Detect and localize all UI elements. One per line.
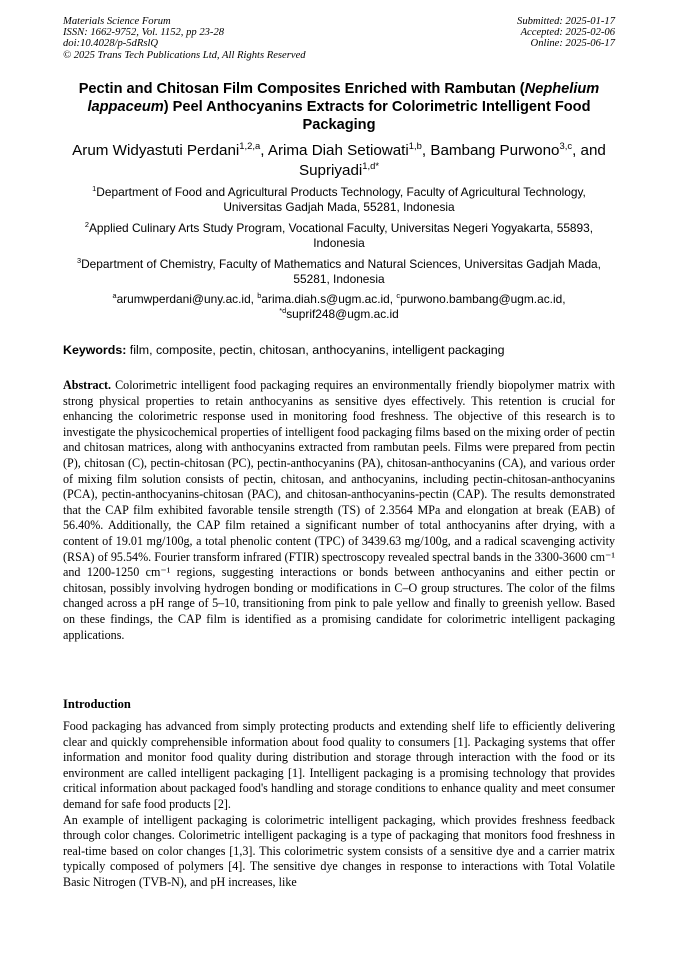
author-sup: 1,2,a	[239, 139, 261, 151]
paragraph: An example of intelligent packaging is colorimetric intelligent packaging, which provides freshness feedback through color changes. Colorimetric intelligent packaging is a type of packaging that monitors food freshness in real-time based on color changes [1,3]. This colorimetric system consists of a sensitive dye and a carrier matrix typically composed of polymers [4]. The sensitive dye changes in response to interactions with Total Volatile Basic Nitrogen (TVB-N), and pH increases, like	[63, 812, 615, 889]
email-link[interactable]: arima.diah.s@ugm.ac.id,	[261, 292, 397, 306]
abstract-text: Colorimetric intelligent food packaging requires an environmentally friendly biopolymer matrix with strong physical properties to retain anthocyanins as sensitive dyes effectively. This retention is crucial for enhancing the colorimetric response used in monitoring food freshness. The objective of this research is to investigate the physicochemical properties of intelligent food packaging films based on the mixing order of pectin and chitosan matrices, along with anthocyanins extracted from rambutan peels. Films were prepared from pectin (P), chitosan (C), pectin-chitosan (PC), pectin-anthocyanins (PA), chitosan-anthocyanins (CA), and various order of mixing film solution consists of pectin, chitosan, and anthocyanins, including pectin-chitosan-anthocyanins (PCA), pectin-anthocyanins-chitosan (PAC), and chitosan-anthocyanins-pectin (CAP). The results demonstrated that the CAP film exhibited favorable tensile strength (TS) of 2.3564 MPa and elongation at break (EAB) of 56.40%. Additionally, the CAP film retained a significant number of total anthocyanins after drying, with a content of 19.01 mg/100g, a total phenolic content (TPC) of 3439.63 mg/100g, and a radical scavenging activity (RSA) of 95.54%. Fourier transform infrared (FTIR) spectroscopy revealed spectral bands in the 3300-3600 cm⁻¹ and 1200-1250 cm⁻¹ regions, suggesting interactions or bonds between anthocyanins and either pectin or chitosan, possibly involving hydrogen bonding or modifications in C–O group structures. The color of the films changed across a pH range of 5–10, transitioning from pink to pale yellow and finally to greenish yellow. Based on these findings, the CAP film is identified as a promising candidate for colorimetric intelligent packaging applications.	[63, 378, 615, 642]
email-sup: *d	[279, 306, 287, 316]
dates-header	[517, 16, 615, 50]
copyright-line: © 2025 Trans Tech Publications Ltd, All Rights Reserved	[63, 49, 306, 61]
submitted-date: Submitted: 2025-01-17	[517, 16, 615, 27]
affiliation-text: Applied Culinary Arts Study Program, Vocational Faculty, Universitas Negeri Yogyakarta, 55893, Indonesia	[89, 221, 594, 250]
affiliation-sup: 2	[84, 220, 89, 230]
abstract-label: Abstract.	[63, 378, 112, 392]
author-sup: 1,b	[408, 139, 422, 151]
title-part-1: Pectin and Chitosan Film Composites Enriched with Rambutan (	[78, 81, 525, 97]
keywords-label: Keywords:	[63, 343, 127, 357]
affiliation-sup: 3	[77, 256, 82, 266]
affiliation-sup: 1	[92, 184, 97, 194]
title-species: Nephelium lappaceum	[87, 81, 600, 115]
email-sup: b	[257, 291, 262, 301]
paragraph: Food packaging has advanced from simply protecting products and extending shelf life to efficiently delivering clear and quickly comprehensible information about food quality to consumers [1]. Packaging systems that offer information and monitor food quality during distribution and storage through interaction with the food or its environment are called intelligent packaging [1]. Intelligent packaging is a promising technology that provides critical information about packaged food's handling and storage conditions to enhance quality and meet consumer demand for safe food products [2].	[63, 719, 615, 811]
email-sup: a	[112, 291, 117, 301]
email-sup: c	[396, 291, 401, 301]
journal-name: Materials Science Forum	[63, 16, 171, 27]
email-link[interactable]: purwono.bambang@ugm.ac.id,	[400, 292, 566, 306]
affiliation	[62, 185, 616, 215]
email-list	[62, 292, 616, 322]
author-sup: 3,c	[559, 139, 573, 151]
author-sep: ,	[421, 142, 431, 159]
author-sup: 1,d*	[362, 159, 380, 171]
affiliation-text: Department of Chemistry, Faculty of Mathematics and Natural Sciences, Universitas Gadjah Mada, 55281, Indonesia	[81, 257, 601, 286]
affiliation	[62, 257, 616, 287]
issn-line: ISSN: 1662-9752, Vol. 1152, pp 23-28	[63, 27, 225, 39]
title-part-2: ) Peel Anthocyanins Extracts for Colorimetric Intelligent Food Packaging	[163, 99, 591, 133]
email-link[interactable]: suprif248@ugm.ac.id	[286, 307, 399, 321]
paper-title	[60, 80, 618, 134]
introduction-body	[63, 719, 615, 891]
keywords-text: film, composite, pectin, chitosan, anthocyanins, intelligent packaging	[126, 343, 505, 357]
affiliation	[62, 221, 616, 251]
journal-header	[63, 16, 306, 61]
email-link[interactable]: arumwperdani@uny.ac.id,	[116, 292, 258, 306]
author-sep: , and	[572, 142, 606, 159]
author-name: Bambang Purwono	[430, 142, 560, 159]
author-list	[60, 141, 618, 181]
introduction-heading: Introduction	[63, 697, 131, 711]
keywords	[63, 343, 615, 358]
doi-line: doi:10.4028/p-5dRslQ	[63, 38, 159, 50]
author-name: Arima Diah Setiowati	[267, 142, 409, 159]
online-date: Online: 2025-06-17	[530, 38, 615, 50]
author-name: Arum Widyastuti Perdani	[72, 142, 240, 159]
affiliation-text: Department of Food and Agricultural Products Technology, Faculty of Agricultural Technology, Universitas Gadjah Mada, 55281, Indonesia	[96, 185, 586, 214]
accepted-date: Accepted: 2025-02-06	[520, 27, 615, 39]
author-sep: ,	[260, 142, 268, 159]
abstract	[63, 378, 615, 643]
author-name: Supriyadi	[298, 162, 363, 179]
